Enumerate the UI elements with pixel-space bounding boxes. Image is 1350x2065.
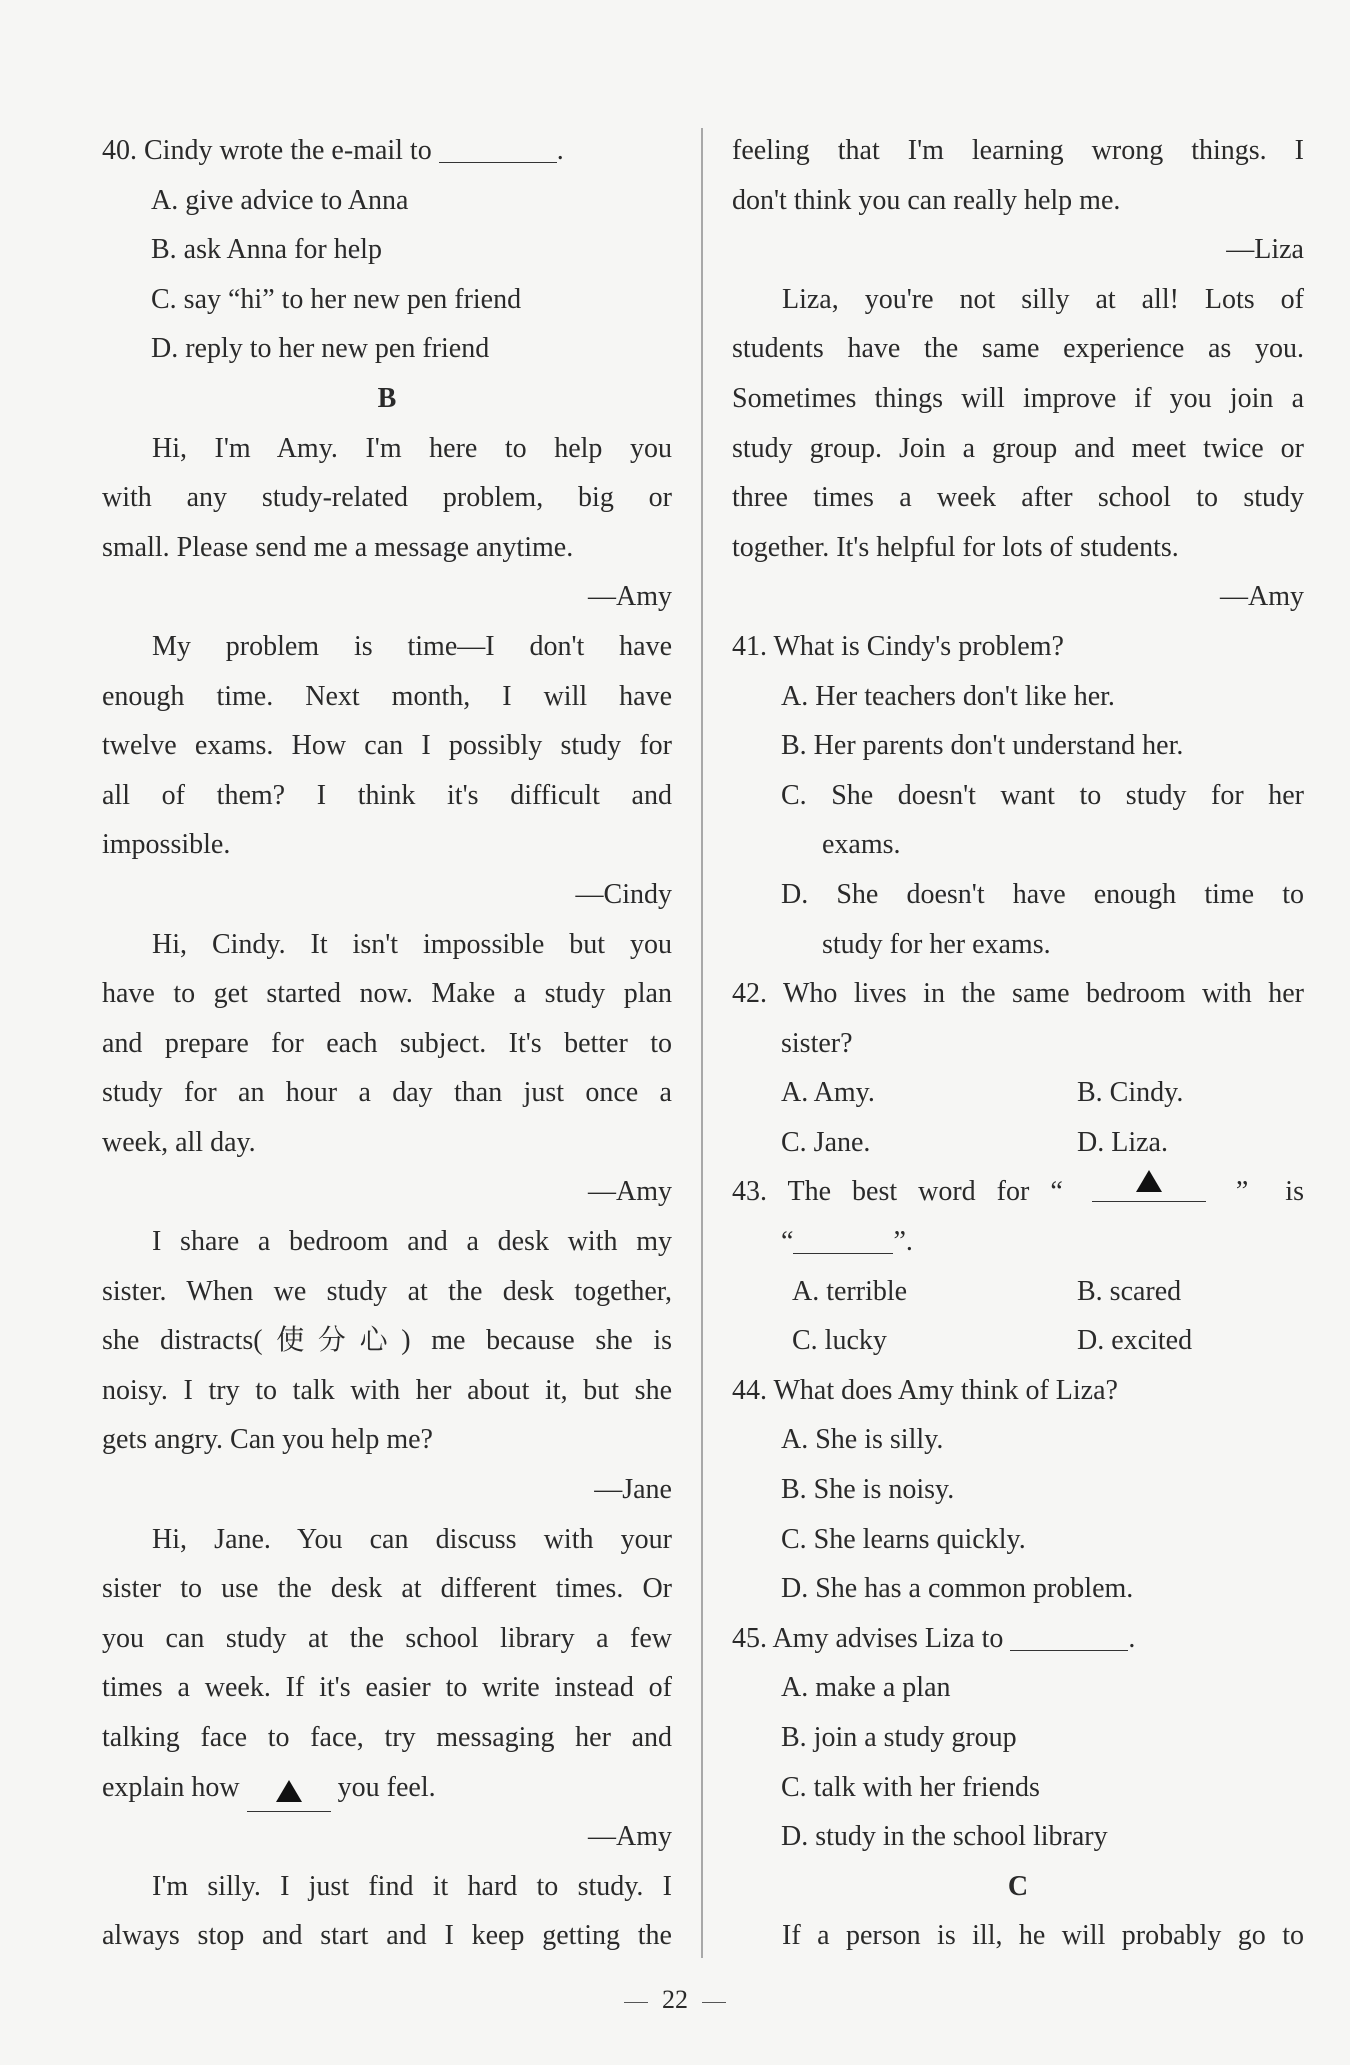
q40-option-a: A. give advice to Anna [151,184,409,216]
answer-blank [1092,1167,1206,1202]
triangle-icon [276,1780,302,1802]
paragraph-line: talking face to face, try messaging her and [102,1722,672,1753]
q44-stem: 44. What does Amy think of Liza? [732,1374,1118,1406]
paragraph-line: Sometimes things will improve if you join a [732,382,1304,414]
paragraph-line: together. It's helpful for lots of students. [732,531,1179,563]
q42-option-a: A. Amy. [781,1077,875,1109]
page-footer [0,1985,1350,2015]
footer-dash [624,2002,648,2003]
q43-option-b: B. scared [1077,1275,1182,1307]
q42-option-d: D. Liza. [1077,1126,1168,1158]
answer-blank [793,1223,893,1254]
q43-options-row [732,1267,1304,1317]
q43-stem: 43. The best word for “ ” is [732,1167,1304,1217]
q41-option-d-cont: study for her exams. [822,928,1051,960]
q43-options-row [732,1316,1304,1366]
page-number: 22 [662,1985,688,2014]
answer-blank [439,132,557,163]
paragraph-line: she distracts(使分心) me because she is [102,1325,672,1357]
q44-option-d: D. She has a common problem. [781,1573,1134,1605]
footer-dash [702,2002,726,2003]
paragraph-line: have to get started now. Make a study plan [102,978,672,1010]
paragraph-line: and prepare for each subject. It's better to [102,1027,672,1059]
q41-option-c-cont: exams. [822,829,901,861]
signature: —Liza [1226,234,1304,266]
q40-stem: 40. Cindy wrote the e-mail to . [102,126,672,176]
paragraph-line: Hi, Jane. You can discuss with your [152,1523,672,1555]
paragraph-line: don't think you can really help me. [732,184,1121,216]
paragraph-line: Hi, I'm Amy. I'm here to help you [152,432,672,464]
paragraph-line: study for an hour a day than just once a [102,1077,672,1109]
q42-options-row [732,1118,1304,1168]
q42-stem-cont: sister? [781,1027,853,1059]
paragraph-line: I'm silly. I just find it hard to study. I [152,1870,672,1902]
q41-option-b: B. Her parents don't understand her. [781,730,1184,762]
left-column [102,126,672,1961]
q40-option-b: B. ask Anna for help [151,234,382,266]
q41-option-c: C. She doesn't want to study for her [781,779,1304,811]
paragraph-line: enough time. Next month, I will have [102,680,672,712]
signature: —Amy [588,1821,672,1853]
signature: —Amy [588,581,672,613]
q45-option-b: B. join a study group [781,1722,1017,1753]
q42-option-c: C. Jane. [781,1126,871,1158]
signature: —Jane [594,1474,672,1506]
q43-option-c: C. lucky [792,1325,887,1357]
answer-blank [247,1777,331,1812]
q44-option-b: B. She is noisy. [781,1474,955,1506]
paragraph-line: week, all day. [102,1126,256,1158]
paragraph-line: all of them? I think it's difficult and [102,779,672,811]
paragraph-line: If a person is ill, he will probably go to [782,1920,1304,1952]
q43-option-d: D. excited [1077,1325,1193,1357]
q43-stem-cont: “ ”. [732,1217,1304,1267]
q45-option-c: C. talk with her friends [781,1771,1040,1803]
q42-stem: 42. Who lives in the same bedroom with her [732,978,1304,1010]
paragraph-line: you can study at the school library a few [102,1622,672,1654]
column-divider [701,128,703,1958]
paragraph-line: students have the same experience as you. [732,333,1304,365]
paragraph-line: with any study-related problem, big or [102,482,672,514]
paragraph-line: feeling that I'm learning wrong things. I [732,135,1304,166]
q43-option-a: A. terrible [792,1275,908,1307]
paragraph-line-with-blank: explain how you feel. [102,1763,672,1813]
q41-option-a: A. Her teachers don't like her. [781,680,1115,712]
q44-option-c: C. She learns quickly. [781,1523,1026,1555]
paragraph-line: I share a bedroom and a desk with my [152,1226,672,1258]
q42-options-row [732,1068,1304,1118]
signature: —Cindy [575,878,672,910]
paragraph-line: always stop and start and I keep getting the [102,1920,672,1952]
paragraph-line: My problem is time—I don't have [152,630,672,662]
signature: —Amy [588,1176,672,1208]
triangle-icon [1136,1170,1162,1192]
section-c-heading: C [1007,1870,1029,1902]
paragraph-line: three times a week after school to study [732,482,1304,514]
q40-option-c: C. say “hi” to her new pen friend [151,283,522,315]
q41-option-d: D. She doesn't have enough time to [781,878,1304,910]
paragraph-line: study group. Join a group and meet twice or [732,432,1304,464]
paragraph-line: twelve exams. How can I possibly study for [102,730,672,762]
paragraph-line: gets angry. Can you help me? [102,1424,433,1456]
q40-option-d: D. reply to her new pen friend [151,333,490,365]
paragraph-line: impossible. [102,829,231,861]
paragraph-line: times a week. If it's easier to write instead of [102,1672,672,1704]
signature: —Amy [1220,581,1304,613]
q45-option-d: D. study in the school library [781,1821,1108,1853]
q45-stem: 45. Amy advises Liza to . [732,1614,1304,1664]
paragraph-line: small. Please send me a message anytime. [102,531,574,563]
paragraph-line: sister. When we study at the desk together, [102,1275,672,1307]
q44-option-a: A. She is silly. [781,1424,944,1456]
paragraph-line: noisy. I try to talk with her about it, but she [102,1374,672,1406]
paragraph-line: Hi, Cindy. It isn't impossible but you [152,928,672,960]
q41-stem: 41. What is Cindy's problem? [732,630,1064,662]
q42-option-b: B. Cindy. [1077,1077,1184,1109]
paragraph-line: sister to use the desk at different times. Or [102,1573,672,1605]
paragraph-line: Liza, you're not silly at all! Lots of [782,283,1304,315]
q45-option-a: A. make a plan [781,1672,951,1704]
right-column [732,126,1304,1961]
answer-blank [1010,1620,1128,1651]
section-b-heading: B [377,382,397,414]
